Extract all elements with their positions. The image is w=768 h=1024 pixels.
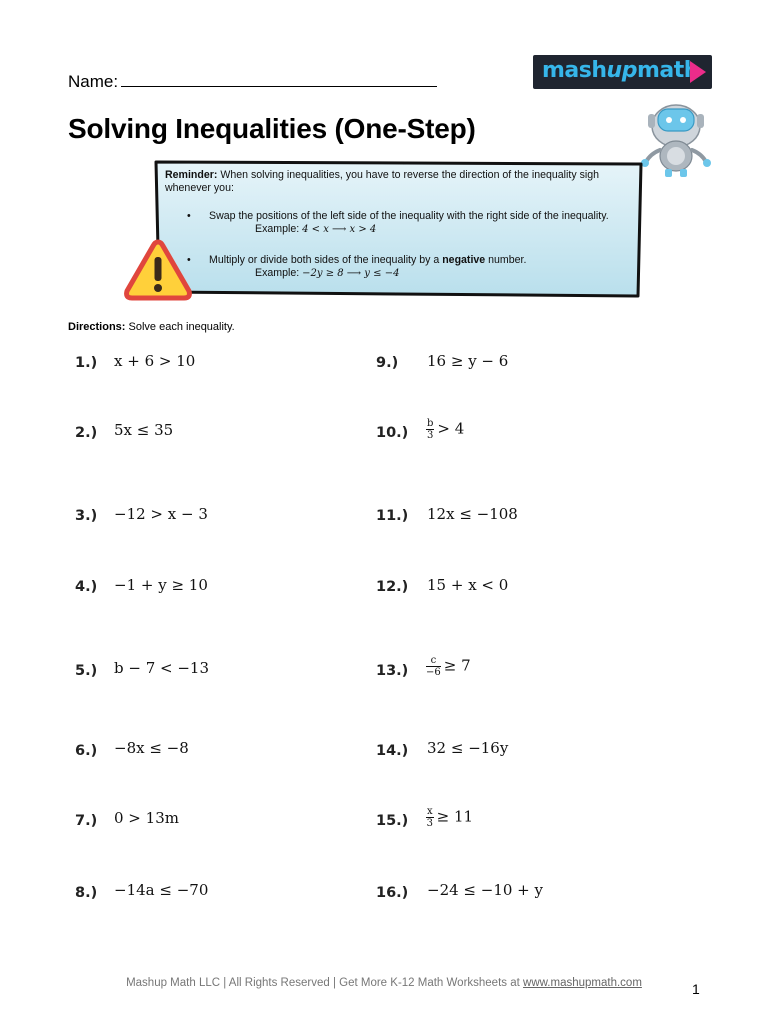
problem-expression: 15 + x < 0 bbox=[427, 576, 509, 594]
bullet-dot-icon: • bbox=[187, 254, 191, 266]
problem-number: 13.) bbox=[376, 663, 409, 679]
fraction: $\frac{c}{-6}$ bbox=[426, 655, 441, 678]
robot-mascot-icon bbox=[638, 96, 714, 178]
problem-number: 1.) bbox=[75, 355, 98, 371]
problem-expression: $\frac{c}{-6}$ ≥ 7 bbox=[426, 655, 471, 678]
name-label: Name: bbox=[68, 72, 119, 91]
problem-expression: b − 7 < −13 bbox=[114, 659, 210, 677]
fraction: $\frac{b}{3}$ bbox=[427, 418, 434, 441]
name-field bbox=[68, 70, 437, 92]
problem-expression: −24 ≤ −10 + y bbox=[427, 881, 543, 899]
problem-expression: 16 ≥ y − 6 bbox=[427, 352, 509, 370]
page-number: 1 bbox=[692, 981, 700, 997]
problem-number: 4.) bbox=[75, 579, 98, 595]
problem-expression: −12 > x − 3 bbox=[114, 505, 208, 523]
problem-number: 15.) bbox=[376, 813, 409, 829]
problem-expression: 32 ≤ −16y bbox=[427, 739, 509, 757]
problem-expression: $\frac{x}{3}$ ≥ 11 bbox=[426, 806, 474, 829]
warning-icon bbox=[123, 238, 193, 302]
problem-number: 6.) bbox=[75, 743, 98, 759]
directions: Directions: Solve each inequality. bbox=[68, 321, 235, 333]
reminder-bullet-1: • Swap the positions of the left side of the inequality with the right side of the inequality. Example: 4 < x ⟶ x > 4 bbox=[187, 210, 609, 235]
problem-number: 8.) bbox=[75, 885, 98, 901]
mashup-math-logo bbox=[533, 55, 712, 89]
reminder-bullet-2: • Multiply or divide both sides of the inequality by a negative number. Example: −2y ≥ 8 ⟶ y ≤ −4 bbox=[187, 254, 527, 279]
problem-number: 14.) bbox=[376, 743, 409, 759]
problem-expression: x + 6 > 10 bbox=[114, 352, 196, 370]
problem-expression: −1 + y ≥ 10 bbox=[114, 576, 208, 594]
footer: Mashup Math LLC | All Rights Reserved | Get More K-12 Math Worksheets at www.mashupmath.com bbox=[126, 977, 642, 989]
problem-number: 7.) bbox=[75, 813, 98, 829]
bullet-dot-icon: • bbox=[187, 210, 191, 222]
problem-number: 5.) bbox=[75, 663, 98, 679]
reminder-intro: Reminder: When solving inequalities, you have to reverse the direction of the inequality sigh whenever you: bbox=[165, 169, 599, 194]
problem-number: 16.) bbox=[376, 885, 409, 901]
logo-wordmark: mashupmath bbox=[542, 58, 699, 83]
problem-expression: 0 > 13m bbox=[114, 809, 179, 827]
page-title: Solving Inequalities (One-Step) bbox=[68, 113, 476, 144]
problem-expression: $\frac{b}{3}$ > 4 bbox=[427, 418, 465, 441]
problem-number: 3.) bbox=[75, 508, 98, 524]
problem-expression: −8x ≤ −8 bbox=[114, 739, 189, 757]
name-blank-line bbox=[121, 70, 437, 87]
problem-expression: 5x ≤ 35 bbox=[114, 421, 174, 439]
problem-number: 12.) bbox=[376, 579, 409, 595]
problem-number: 2.) bbox=[75, 425, 98, 441]
problem-number: 11.) bbox=[376, 508, 409, 524]
website-link[interactable]: www.mashupmath.com bbox=[523, 977, 642, 989]
fraction: $\frac{x}{3}$ bbox=[426, 806, 433, 829]
problem-expression: 12x ≤ −108 bbox=[427, 505, 518, 523]
problem-expression: −14a ≤ −70 bbox=[114, 881, 209, 899]
problem-number: 9.) bbox=[376, 355, 399, 371]
problem-number: 10.) bbox=[376, 425, 409, 441]
play-icon bbox=[690, 61, 706, 83]
